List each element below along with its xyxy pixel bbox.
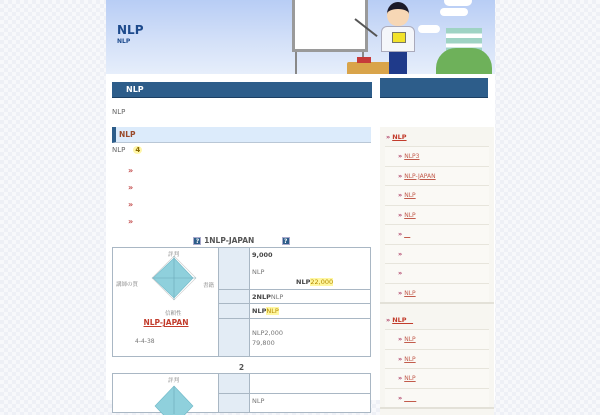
sidebar-item[interactable]: » NLP — [385, 205, 489, 225]
desk-icon — [347, 62, 395, 74]
whiteboard-icon — [292, 0, 368, 52]
cloud-icon — [444, 0, 472, 6]
sidebar-group-heading[interactable]: » NLP__ — [386, 316, 414, 324]
ranking-table — [112, 247, 371, 357]
chevron-right-icon: » — [398, 210, 403, 219]
sidebar-item[interactable] — [385, 244, 489, 264]
radar-chart — [113, 374, 219, 414]
sidebar-item[interactable]: » ____ — [385, 388, 489, 408]
chevron-right-icon: » — [398, 171, 403, 180]
school-address: 4-4-38 — [135, 338, 155, 345]
sidebar-item[interactable]: » NLP — [385, 349, 489, 369]
site-title[interactable]: NLP — [117, 23, 144, 37]
help-icon[interactable]: ? — [282, 237, 290, 245]
info-row: NLP — [252, 397, 265, 405]
sidebar-item[interactable]: » NLP — [385, 368, 489, 388]
radar-label-top: 評判 — [168, 378, 180, 384]
ranking-table — [112, 373, 371, 413]
count-badge: 4 — [135, 146, 141, 154]
sidebar-group-heading[interactable]: » NLP — [386, 133, 407, 141]
chevron-right-icon: » — [128, 166, 134, 175]
chevron-right-icon: » — [398, 191, 403, 199]
price-highlight: 22,000 — [310, 278, 334, 286]
radar-label-right: 書籍 — [203, 283, 215, 289]
site-header — [106, 0, 495, 74]
ranking-title: ? 1NLP-JAPAN ? — [112, 236, 371, 245]
intro-text: NLP — [112, 108, 126, 116]
chevron-right-icon: » — [386, 316, 391, 324]
info-column — [250, 374, 370, 412]
info-row — [250, 374, 370, 394]
ranking-title: 2 — [238, 363, 245, 372]
sidebar-item[interactable]: » NLP3 — [385, 146, 489, 166]
page-container — [106, 0, 495, 405]
info-column — [250, 248, 370, 356]
cloud-icon — [440, 8, 468, 16]
main-title-bar: NLP — [112, 82, 372, 98]
chevron-right-icon: » — [128, 183, 134, 192]
cloud-icon — [418, 25, 440, 33]
bullet-list — [128, 166, 133, 234]
count-line — [112, 146, 142, 154]
sidebar-item[interactable]: » NLP-JAPAN — [385, 166, 489, 186]
chevron-right-icon: » — [398, 374, 403, 382]
list-item[interactable] — [128, 200, 133, 217]
site-subtitle: NLP — [117, 38, 131, 45]
sidebar-item[interactable]: » __ — [385, 224, 489, 244]
help-icon[interactable]: ? — [193, 237, 201, 245]
chevron-right-icon: » — [398, 288, 403, 297]
chevron-right-icon: » — [128, 217, 134, 226]
sidebar-title-bar — [380, 78, 488, 98]
info-row-fee: NLP2,000 79,800 — [252, 329, 284, 347]
sidebar-nav — [380, 127, 494, 415]
radar-label-top: 評判 — [168, 252, 180, 258]
chevron-right-icon: » — [398, 230, 403, 238]
sidebar-item[interactable]: » NLP — [385, 329, 489, 349]
sidebar-group — [380, 310, 494, 409]
open-book-icon — [392, 32, 406, 43]
list-item[interactable] — [128, 217, 133, 234]
chevron-right-icon: » — [398, 335, 403, 343]
list-item[interactable] — [128, 166, 133, 183]
trees-icon — [436, 48, 492, 74]
sidebar-item[interactable]: » NLP — [385, 185, 489, 205]
book-icon — [357, 57, 371, 63]
info-row-course: 2NLPNLP — [250, 290, 370, 304]
sidebar-item[interactable]: » NLP — [385, 283, 489, 303]
info-row-feature: NLPNLP — [250, 304, 370, 319]
sidebar-group — [380, 127, 494, 304]
chevron-right-icon: » — [128, 200, 134, 209]
chevron-right-icon: » — [386, 133, 391, 141]
radar-chart-cell — [113, 374, 219, 412]
count-label: NLP — [112, 146, 126, 154]
radar-label-left: 講師の質 — [116, 282, 139, 288]
chevron-right-icon: » — [398, 269, 403, 277]
sidebar-item[interactable] — [385, 263, 489, 283]
radar-label-bottom: 信頼性 — [165, 311, 182, 317]
section-heading: NLP — [112, 127, 371, 143]
chevron-right-icon: » — [398, 152, 403, 160]
list-item[interactable] — [128, 183, 133, 200]
radar-chart-cell — [113, 248, 219, 356]
label-column — [219, 248, 250, 356]
chevron-right-icon: » — [398, 354, 403, 363]
info-row-price: 9,000 NLP NLP22,000 — [250, 248, 370, 290]
chevron-right-icon: » — [398, 249, 403, 258]
school-link[interactable]: NLP-JAPAN — [143, 318, 189, 327]
chevron-right-icon: » — [398, 393, 403, 402]
